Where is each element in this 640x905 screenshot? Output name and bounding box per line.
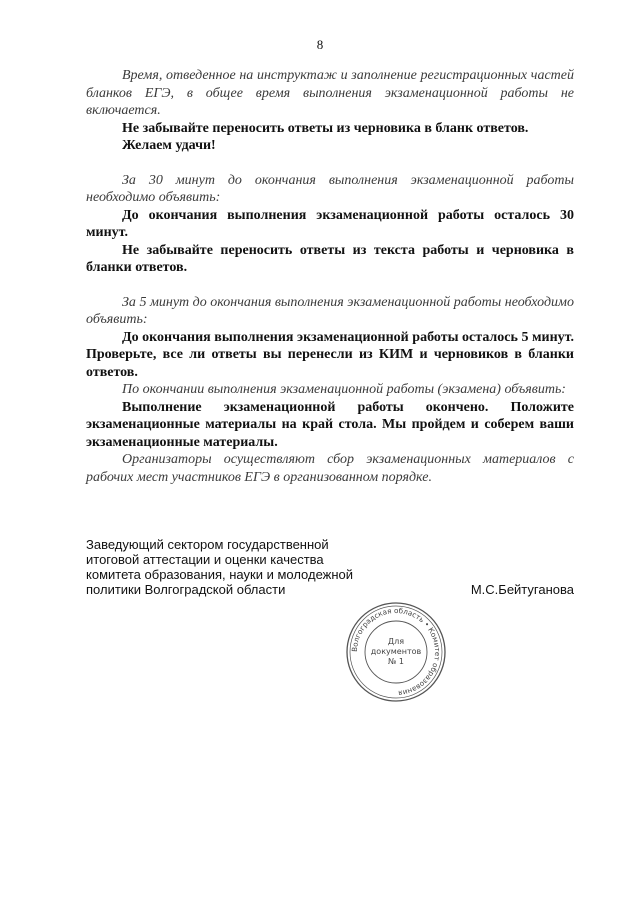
instruction-30-minutes: За 30 минут до окончания выполнения экзаменационной работы необходимо объявить: [86, 172, 574, 205]
announcement-30-minutes-left: До окончания выполнения экзаменационной работы осталось 30 минут. [86, 207, 574, 240]
signatory-position: Заведующий сектором государственной итоговой аттестации и оценки качества комитета образования, науки и молодежной политики Волгоградской области [86, 537, 354, 597]
stamp-ring-text: Волгоградская область • Комитет образования [349, 605, 443, 698]
instruction-after-exam: По окончании выполнения экзаменационной работы (экзамена) объявить: [122, 382, 566, 397]
stamp-center-line-2: документов [370, 647, 422, 656]
stamp-center-line-1: Для [387, 637, 405, 646]
page-number: 8 [316, 37, 324, 52]
announcement-good-luck: Желаем удачи! [122, 138, 216, 153]
announcement-5-minutes-left: До окончания выполнения экзаменационной работы осталось 5 минут. Проверьте, все ли ответы вы перенесли из КИМ и черновиков в бланки ответов. [86, 329, 574, 380]
instruction-5-minutes: За 5 минут до окончания выполнения экзаменационной работы необходимо объявить: [86, 294, 574, 327]
announcement-transfer-reminder: Не забывайте переносить ответы из текста работы и черновика в бланки ответов. [86, 242, 574, 275]
announcement-exam-finished: Выполнение экзаменационной работы окончено. Положите экзаменационные материалы на край стола. Мы пройдем и соберем ваши экзаменационные материалы. [86, 399, 574, 450]
announcement-transfer-answers: Не забывайте переносить ответы из черновика в бланк ответов. [122, 120, 529, 136]
official-stamp [344, 600, 448, 704]
stamp-center-line-3: № 1 [388, 657, 404, 666]
document-body [86, 67, 574, 486]
signatory-name: М.С.Бейтуганова [470, 582, 574, 597]
instruction-collection: Организаторы осуществляют сбор экзаменационных материалов с рабочих мест участников ЕГЭ в организованном порядке. [86, 452, 574, 485]
signature-block [86, 537, 574, 597]
instruction-paragraph-time-note: Время, отведенное на инструктаж и заполнение регистрационных частей бланков ЕГЭ, в общее время выполнения экзаменационной работы не включается. [86, 68, 574, 118]
